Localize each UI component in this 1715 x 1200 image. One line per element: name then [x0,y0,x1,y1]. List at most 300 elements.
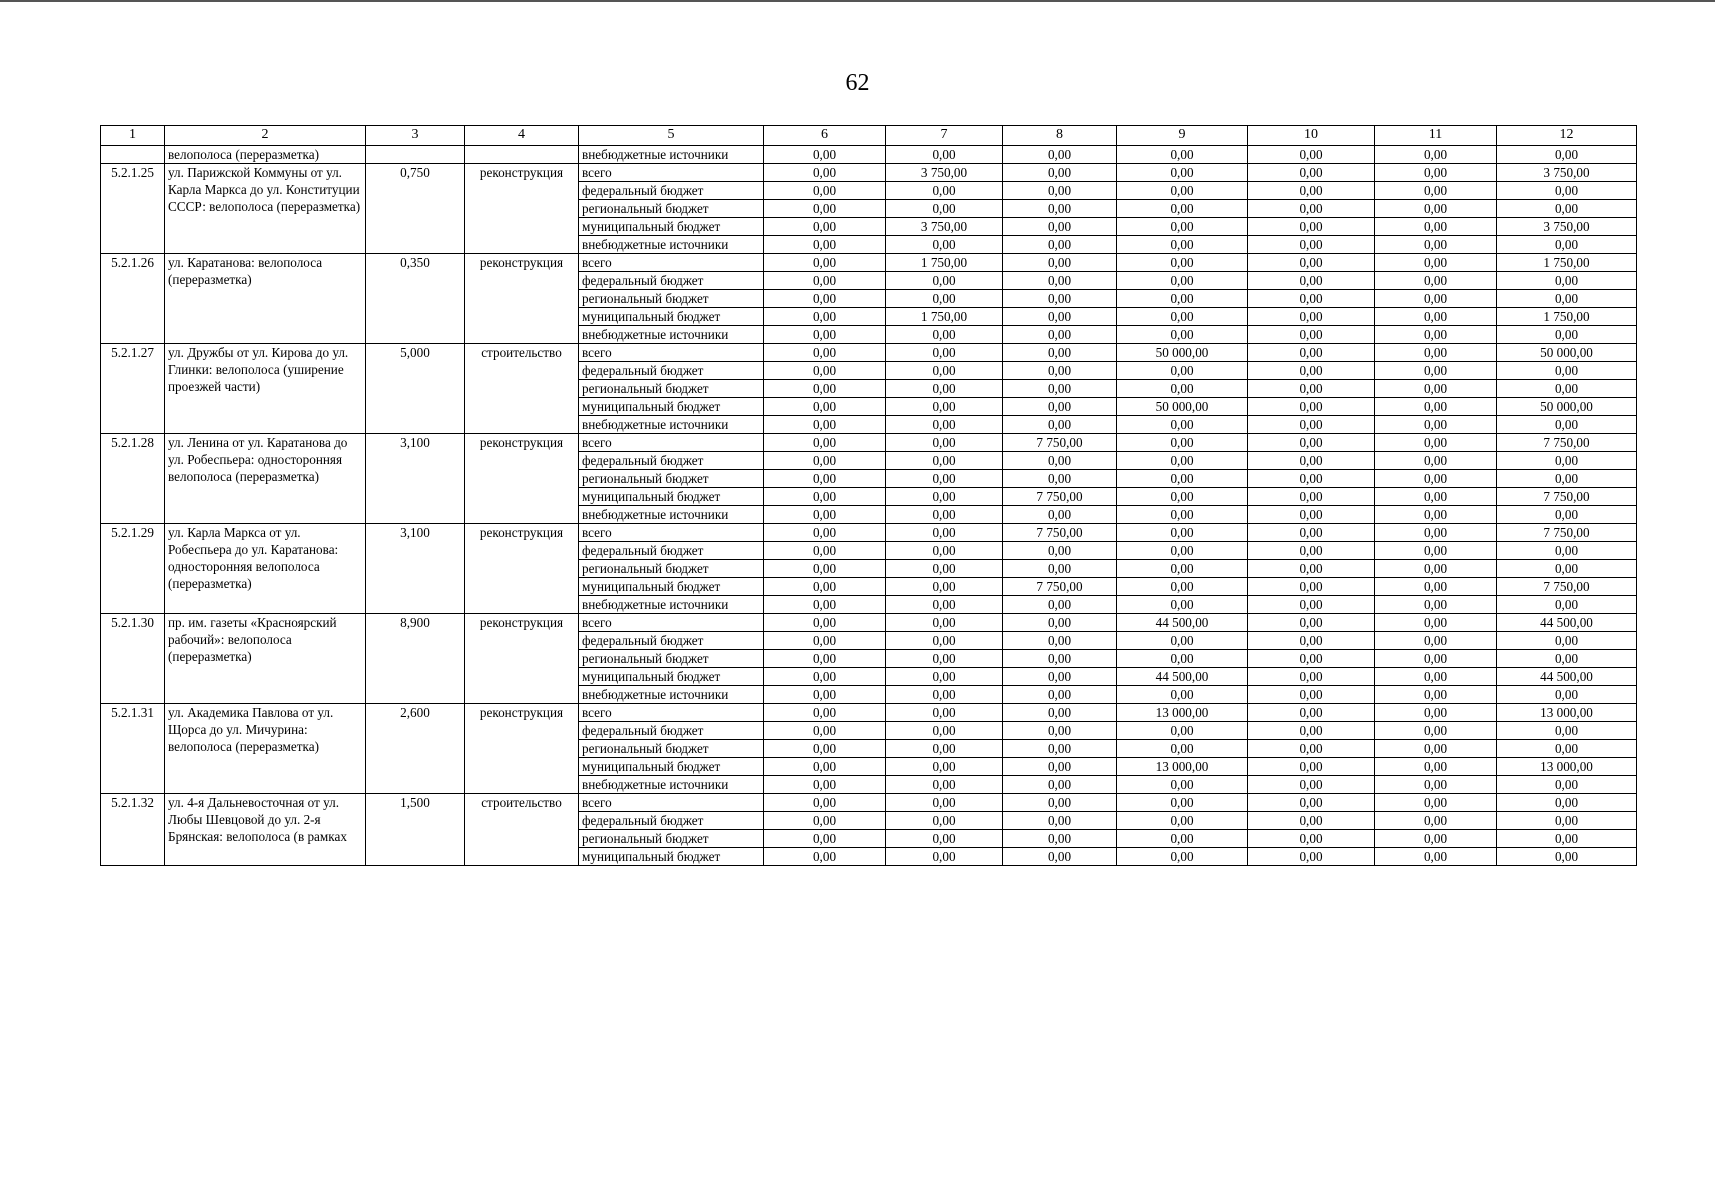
amount-cell: 0,00 [1003,218,1117,236]
amount-cell: 0,00 [1248,578,1375,596]
amount-cell: 0,00 [1117,236,1248,254]
funding-source: региональный бюджет [579,830,764,848]
budget-table [100,125,1637,866]
amount-cell: 0,00 [886,236,1003,254]
amount-cell: 0,00 [1003,848,1117,866]
amount-cell: 0,00 [1248,272,1375,290]
amount-cell: 13 000,00 [1117,758,1248,776]
amount-cell: 0,00 [1375,506,1497,524]
item-work-type: строительство [465,794,579,866]
amount-cell: 0,00 [886,686,1003,704]
amount-cell: 0,00 [886,398,1003,416]
amount-cell: 0,00 [1375,686,1497,704]
amount-cell: 0,00 [1003,758,1117,776]
amount-cell: 0,00 [1375,308,1497,326]
item-name: ул. Парижской Коммуны от ул. Карла Маркса до ул. Конституции СССР: велополоса (переразметка) [165,164,366,254]
top-rule [0,0,1715,2]
amount-cell: 0,00 [764,146,886,164]
table-row [101,434,1637,452]
amount-cell: 0,00 [1375,218,1497,236]
amount-cell: 0,00 [1003,344,1117,362]
amount-cell: 0,00 [764,614,886,632]
amount-cell: 0,00 [1003,326,1117,344]
amount-cell: 0,00 [1117,740,1248,758]
amount-cell: 0,00 [886,740,1003,758]
table-row [101,524,1637,542]
amount-cell: 0,00 [886,794,1003,812]
amount-cell: 0,00 [764,542,886,560]
amount-cell: 0,00 [764,632,886,650]
amount-cell: 0,00 [1248,650,1375,668]
item-name: ул. 4-я Дальневосточная от ул. Любы Шевцовой до ул. 2-я Брянская: велополоса (в рамках [165,794,366,866]
amount-cell: 0,00 [764,794,886,812]
amount-cell: 0,00 [1003,542,1117,560]
amount-cell: 0,00 [1248,398,1375,416]
amount-cell: 13 000,00 [1497,758,1637,776]
amount-cell: 0,00 [1117,596,1248,614]
amount-cell: 0,00 [764,848,886,866]
amount-cell: 0,00 [764,470,886,488]
column-number-header: 2 [165,126,366,146]
amount-cell: 1 750,00 [886,308,1003,326]
amount-cell: 0,00 [764,686,886,704]
amount-cell: 1 750,00 [886,254,1003,272]
funding-source: федеральный бюджет [579,722,764,740]
amount-cell: 0,00 [1375,650,1497,668]
amount-cell: 0,00 [764,272,886,290]
column-number-header: 8 [1003,126,1117,146]
amount-cell: 13 000,00 [1117,704,1248,722]
item-work-type: реконструкция [465,614,579,704]
amount-cell: 7 750,00 [1003,488,1117,506]
amount-cell: 0,00 [1375,488,1497,506]
item-length [366,146,465,164]
amount-cell: 0,00 [886,272,1003,290]
amount-cell: 0,00 [1117,290,1248,308]
amount-cell: 0,00 [1248,344,1375,362]
item-code: 5.2.1.32 [101,794,165,866]
amount-cell: 0,00 [1248,596,1375,614]
funding-source: региональный бюджет [579,380,764,398]
amount-cell: 0,00 [1375,326,1497,344]
amount-cell: 0,00 [886,362,1003,380]
funding-source: федеральный бюджет [579,812,764,830]
amount-cell: 0,00 [1117,830,1248,848]
amount-cell: 7 750,00 [1497,434,1637,452]
amount-cell: 0,00 [886,830,1003,848]
funding-source: региональный бюджет [579,200,764,218]
funding-source: внебюджетные источники [579,776,764,794]
amount-cell: 0,00 [1117,776,1248,794]
amount-cell: 0,00 [764,182,886,200]
item-name: ул. Академика Павлова от ул. Щорса до ул. Мичурина: велополоса (переразметка) [165,704,366,794]
amount-cell: 3 750,00 [886,164,1003,182]
amount-cell: 0,00 [1117,362,1248,380]
amount-cell: 0,00 [1375,848,1497,866]
amount-cell: 0,00 [1497,506,1637,524]
item-code: 5.2.1.31 [101,704,165,794]
funding-source: федеральный бюджет [579,182,764,200]
amount-cell: 0,00 [1248,236,1375,254]
amount-cell: 0,00 [1497,740,1637,758]
amount-cell: 0,00 [1375,344,1497,362]
amount-cell: 0,00 [1117,812,1248,830]
amount-cell: 0,00 [1248,740,1375,758]
amount-cell: 0,00 [886,578,1003,596]
amount-cell: 0,00 [1497,146,1637,164]
amount-cell: 0,00 [1117,524,1248,542]
item-length: 0,350 [366,254,465,344]
amount-cell: 0,00 [1497,848,1637,866]
amount-cell: 0,00 [764,290,886,308]
amount-cell: 0,00 [1117,506,1248,524]
funding-source: муниципальный бюджет [579,398,764,416]
amount-cell: 0,00 [886,452,1003,470]
amount-cell: 0,00 [1248,560,1375,578]
amount-cell: 0,00 [1248,200,1375,218]
amount-cell: 50 000,00 [1497,398,1637,416]
amount-cell: 0,00 [1375,812,1497,830]
item-code: 5.2.1.26 [101,254,165,344]
item-work-type: реконструкция [465,434,579,524]
amount-cell: 0,00 [764,218,886,236]
amount-cell: 0,00 [764,398,886,416]
amount-cell: 0,00 [1375,776,1497,794]
amount-cell: 0,00 [1497,416,1637,434]
funding-source: региональный бюджет [579,740,764,758]
amount-cell: 0,00 [1248,794,1375,812]
amount-cell: 0,00 [886,632,1003,650]
table-row [101,614,1637,632]
amount-cell: 7 750,00 [1003,524,1117,542]
item-length: 0,750 [366,164,465,254]
amount-cell: 0,00 [1497,830,1637,848]
amount-cell: 0,00 [1117,272,1248,290]
amount-cell: 7 750,00 [1497,578,1637,596]
amount-cell: 0,00 [1003,254,1117,272]
amount-cell: 0,00 [1248,524,1375,542]
amount-cell: 0,00 [1375,182,1497,200]
amount-cell: 0,00 [1003,632,1117,650]
table-row [101,164,1637,182]
funding-source: всего [579,164,764,182]
amount-cell: 0,00 [1117,182,1248,200]
amount-cell: 0,00 [1497,470,1637,488]
amount-cell: 0,00 [1117,254,1248,272]
funding-source: региональный бюджет [579,290,764,308]
amount-cell: 0,00 [764,524,886,542]
item-work-type [465,146,579,164]
amount-cell: 0,00 [1375,470,1497,488]
amount-cell: 0,00 [1003,596,1117,614]
amount-cell: 0,00 [1248,686,1375,704]
item-code: 5.2.1.25 [101,164,165,254]
amount-cell: 0,00 [1003,560,1117,578]
amount-cell: 0,00 [1003,668,1117,686]
amount-cell: 0,00 [1375,434,1497,452]
item-length: 2,600 [366,704,465,794]
amount-cell: 0,00 [1375,596,1497,614]
amount-cell: 0,00 [1248,326,1375,344]
item-work-type: реконструкция [465,164,579,254]
amount-cell: 0,00 [1497,560,1637,578]
amount-cell: 0,00 [886,848,1003,866]
amount-cell: 0,00 [764,722,886,740]
funding-source: федеральный бюджет [579,632,764,650]
amount-cell: 0,00 [1248,452,1375,470]
amount-cell: 7 750,00 [1497,488,1637,506]
amount-cell: 0,00 [1117,470,1248,488]
amount-cell: 0,00 [1248,470,1375,488]
amount-cell: 0,00 [764,362,886,380]
amount-cell: 0,00 [1375,254,1497,272]
amount-cell: 0,00 [1248,290,1375,308]
amount-cell: 0,00 [1497,722,1637,740]
amount-cell: 0,00 [886,506,1003,524]
amount-cell: 3 750,00 [1497,164,1637,182]
funding-source: региональный бюджет [579,470,764,488]
amount-cell: 0,00 [764,758,886,776]
amount-cell: 0,00 [886,488,1003,506]
amount-cell: 0,00 [1003,740,1117,758]
amount-cell: 0,00 [764,740,886,758]
amount-cell: 0,00 [886,200,1003,218]
amount-cell: 0,00 [1248,488,1375,506]
amount-cell: 0,00 [1248,614,1375,632]
amount-cell: 0,00 [1248,308,1375,326]
table-row [101,146,1637,164]
table-row [101,344,1637,362]
amount-cell: 7 750,00 [1003,578,1117,596]
amount-cell: 0,00 [1117,848,1248,866]
amount-cell: 0,00 [1117,542,1248,560]
funding-source: муниципальный бюджет [579,758,764,776]
funding-source: внебюджетные источники [579,506,764,524]
funding-source: всего [579,434,764,452]
amount-cell: 0,00 [1117,722,1248,740]
funding-source: внебюджетные источники [579,146,764,164]
amount-cell: 0,00 [1497,200,1637,218]
amount-cell: 0,00 [1497,452,1637,470]
amount-cell: 1 750,00 [1497,254,1637,272]
amount-cell: 0,00 [1117,146,1248,164]
item-work-type: строительство [465,344,579,434]
amount-cell: 0,00 [764,326,886,344]
item-name: велополоса (переразметка) [165,146,366,164]
amount-cell: 0,00 [1375,668,1497,686]
amount-cell: 0,00 [764,704,886,722]
funding-source: внебюджетные источники [579,596,764,614]
amount-cell: 7 750,00 [1497,524,1637,542]
funding-source: внебюджетные источники [579,686,764,704]
amount-cell: 50 000,00 [1497,344,1637,362]
amount-cell: 0,00 [764,506,886,524]
amount-cell: 0,00 [1117,794,1248,812]
column-number-header: 3 [366,126,465,146]
amount-cell: 0,00 [1003,452,1117,470]
funding-source: всего [579,614,764,632]
amount-cell: 0,00 [1375,560,1497,578]
amount-cell: 0,00 [764,164,886,182]
amount-cell: 0,00 [1117,686,1248,704]
amount-cell: 0,00 [1003,380,1117,398]
amount-cell: 0,00 [1375,452,1497,470]
table-row [101,254,1637,272]
item-name: ул. Дружбы от ул. Кирова до ул. Глинки: велополоса (уширение проезжей части) [165,344,366,434]
amount-cell: 0,00 [1248,254,1375,272]
amount-cell: 0,00 [1003,614,1117,632]
page-number: 62 [845,70,870,96]
amount-cell: 0,00 [1497,812,1637,830]
amount-cell: 0,00 [1375,164,1497,182]
amount-cell: 0,00 [1003,308,1117,326]
amount-cell: 0,00 [764,650,886,668]
amount-cell: 0,00 [1248,416,1375,434]
amount-cell: 0,00 [1375,236,1497,254]
amount-cell: 0,00 [1003,830,1117,848]
amount-cell: 0,00 [886,416,1003,434]
amount-cell: 0,00 [1003,200,1117,218]
item-name: ул. Карла Маркса от ул. Робеспьера до ул. Каратанова: односторонняя велополоса (переразметка) [165,524,366,614]
amount-cell: 0,00 [1117,578,1248,596]
table-row [101,704,1637,722]
amount-cell: 0,00 [886,560,1003,578]
amount-cell: 13 000,00 [1497,704,1637,722]
amount-cell: 0,00 [886,470,1003,488]
column-number-header: 12 [1497,126,1637,146]
amount-cell: 0,00 [886,614,1003,632]
amount-cell: 0,00 [1375,380,1497,398]
amount-cell: 0,00 [886,182,1003,200]
amount-cell: 3 750,00 [886,218,1003,236]
amount-cell: 0,00 [1003,164,1117,182]
funding-source: муниципальный бюджет [579,578,764,596]
amount-cell: 0,00 [1117,200,1248,218]
amount-cell: 0,00 [1248,704,1375,722]
item-work-type: реконструкция [465,704,579,794]
funding-source: внебюджетные источники [579,326,764,344]
amount-cell: 0,00 [1248,542,1375,560]
amount-cell: 0,00 [886,542,1003,560]
amount-cell: 0,00 [1117,308,1248,326]
funding-source: федеральный бюджет [579,362,764,380]
amount-cell: 0,00 [1117,416,1248,434]
funding-source: всего [579,254,764,272]
amount-cell: 0,00 [886,146,1003,164]
amount-cell: 0,00 [1248,380,1375,398]
amount-cell: 0,00 [1375,794,1497,812]
funding-source: всего [579,344,764,362]
amount-cell: 0,00 [1003,704,1117,722]
amount-cell: 0,00 [764,254,886,272]
amount-cell: 0,00 [1248,830,1375,848]
amount-cell: 0,00 [886,812,1003,830]
amount-cell: 0,00 [1375,632,1497,650]
funding-source: внебюджетные источники [579,236,764,254]
amount-cell: 0,00 [1248,164,1375,182]
amount-cell: 0,00 [1117,434,1248,452]
funding-source: всего [579,524,764,542]
amount-cell: 0,00 [886,722,1003,740]
amount-cell: 0,00 [886,290,1003,308]
amount-cell: 0,00 [1248,146,1375,164]
amount-cell: 0,00 [764,380,886,398]
amount-cell: 0,00 [764,488,886,506]
amount-cell: 0,00 [1003,416,1117,434]
amount-cell: 0,00 [1003,722,1117,740]
amount-cell: 0,00 [1248,776,1375,794]
amount-cell: 0,00 [1375,290,1497,308]
amount-cell: 0,00 [1497,236,1637,254]
amount-cell: 0,00 [1003,650,1117,668]
amount-cell: 0,00 [1248,362,1375,380]
amount-cell: 0,00 [886,326,1003,344]
column-number-header: 9 [1117,126,1248,146]
funding-source: региональный бюджет [579,560,764,578]
amount-cell: 0,00 [1497,380,1637,398]
amount-cell: 0,00 [1003,776,1117,794]
amount-cell: 0,00 [1375,578,1497,596]
item-name: ул. Ленина от ул. Каратанова до ул. Робеспьера: односторонняя велополоса (переразметка) [165,434,366,524]
amount-cell: 44 500,00 [1117,614,1248,632]
amount-cell: 0,00 [886,434,1003,452]
amount-cell: 0,00 [1248,218,1375,236]
amount-cell: 0,00 [1375,416,1497,434]
amount-cell: 0,00 [1003,236,1117,254]
amount-cell: 0,00 [1375,722,1497,740]
amount-cell: 0,00 [1248,758,1375,776]
funding-source: всего [579,704,764,722]
amount-cell: 0,00 [1497,542,1637,560]
amount-cell: 0,00 [1003,686,1117,704]
amount-cell: 0,00 [1117,326,1248,344]
amount-cell: 0,00 [1003,290,1117,308]
item-length: 3,100 [366,524,465,614]
column-number-header: 1 [101,126,165,146]
amount-cell: 0,00 [764,668,886,686]
item-length: 5,000 [366,344,465,434]
amount-cell: 0,00 [764,776,886,794]
column-number-header: 5 [579,126,764,146]
amount-cell: 0,00 [1497,776,1637,794]
amount-cell: 0,00 [764,200,886,218]
item-length: 8,900 [366,614,465,704]
amount-cell: 0,00 [1117,218,1248,236]
amount-cell: 3 750,00 [1497,218,1637,236]
amount-cell: 44 500,00 [1497,614,1637,632]
funding-source: федеральный бюджет [579,542,764,560]
funding-source: муниципальный бюджет [579,308,764,326]
amount-cell: 0,00 [1003,362,1117,380]
amount-cell: 0,00 [1248,722,1375,740]
amount-cell: 0,00 [764,830,886,848]
amount-cell: 0,00 [1497,362,1637,380]
amount-cell: 0,00 [1003,470,1117,488]
amount-cell: 0,00 [764,560,886,578]
item-length: 1,500 [366,794,465,866]
column-number-header: 10 [1248,126,1375,146]
amount-cell: 0,00 [1117,164,1248,182]
amount-cell: 0,00 [886,380,1003,398]
item-work-type: реконструкция [465,524,579,614]
amount-cell: 0,00 [886,650,1003,668]
item-code: 5.2.1.27 [101,344,165,434]
amount-cell: 0,00 [1497,650,1637,668]
amount-cell: 0,00 [886,596,1003,614]
amount-cell: 0,00 [1003,398,1117,416]
amount-cell: 0,00 [1117,380,1248,398]
amount-cell: 0,00 [1003,146,1117,164]
